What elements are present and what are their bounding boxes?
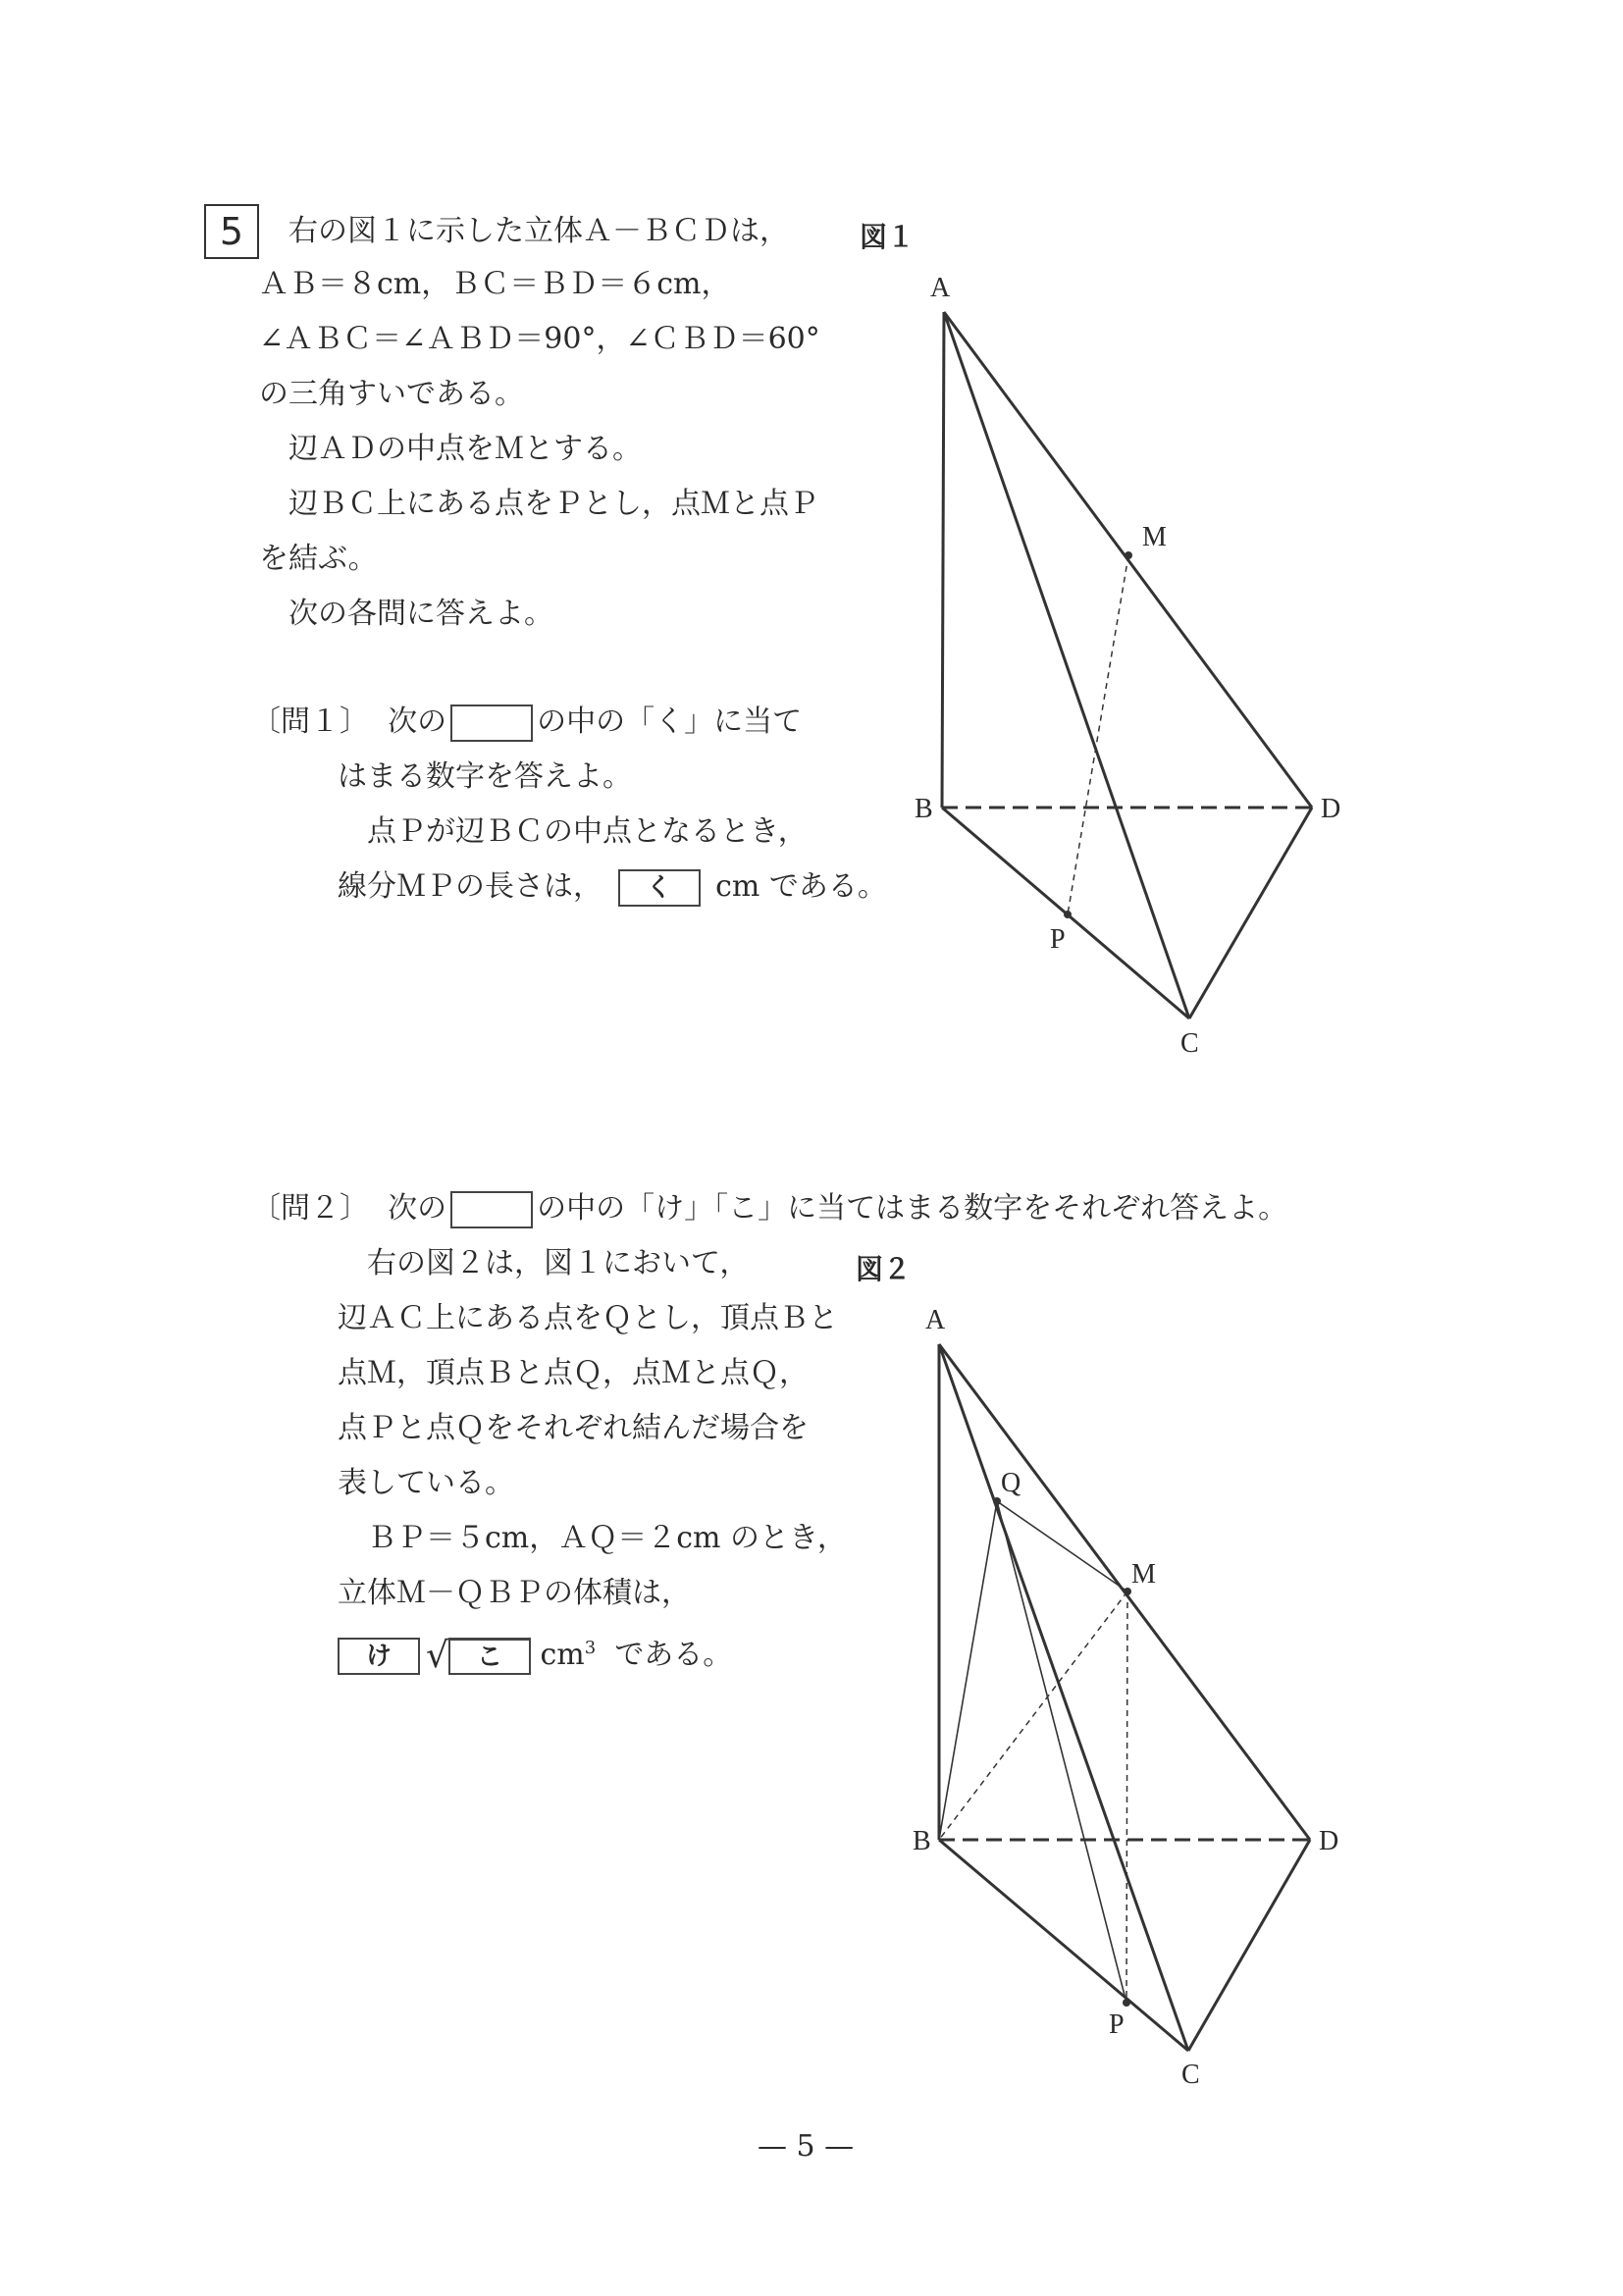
- intro-line-5: 辺ＡＤの中点をＭとする。: [288, 432, 642, 466]
- point-Q-dot: [993, 1497, 1001, 1505]
- q2-unit-exp: 3: [584, 1638, 597, 1658]
- q2-line-header: [251, 1189, 1287, 1228]
- intro-line-6: 辺ＢＣ上にある点をＰとし，点Ｍと点Ｐ: [288, 487, 818, 521]
- label-Q: Q: [1001, 1468, 1021, 1498]
- point-M-dot: [1125, 551, 1132, 559]
- intro-line-1: 右の図１に示した立体Ａ－ＢＣＤは，: [288, 214, 789, 248]
- q2-suffix: の中の「け」「こ」に当てはまる数字をそれぞれ答えよ。: [537, 1191, 1288, 1226]
- segment-QB: [939, 1501, 997, 1840]
- q1-label: 〔問１〕: [251, 704, 369, 739]
- answer-box-ko[interactable]: こ: [448, 1638, 531, 1675]
- label-M: M: [1142, 522, 1167, 552]
- answer-box-ku[interactable]: く: [618, 869, 701, 907]
- figure2-diagram: [883, 1285, 1374, 2100]
- label-D: D: [1319, 1826, 1339, 1856]
- q2-line-3: 点Ｍ，頂点Ｂと点Ｑ，点Ｍと点Ｑ，: [338, 1356, 809, 1390]
- q2-label: 〔問２〕: [251, 1191, 369, 1226]
- intro-line-3: ∠ＡＢＣ＝∠ＡＢＤ＝90°，∠ＣＢＤ＝60°: [259, 322, 820, 356]
- label-C: C: [1181, 2060, 1200, 2090]
- q2-empty-box: [450, 1191, 533, 1228]
- q2-prefix: 次の: [388, 1191, 447, 1226]
- figure2-title: 図２: [856, 1253, 912, 1285]
- q1-line4-post: cm である。: [715, 869, 887, 904]
- q2-line-5: 表している。: [338, 1466, 514, 1500]
- q1-line-1: [251, 703, 802, 742]
- q1-empty-box: [450, 704, 533, 742]
- label-P: P: [1050, 924, 1066, 955]
- point-M-dot: [1124, 1588, 1131, 1595]
- q2-line-7: 立体Ｍ－ＱＢＰの体積は，: [338, 1576, 691, 1610]
- q2-line-1: 右の図２は，図１において，: [367, 1246, 750, 1280]
- segment-MP: [1126, 1592, 1127, 2003]
- q2-ending: である。: [614, 1638, 733, 1672]
- label-B: B: [913, 1826, 931, 1856]
- q2-answer-line: [338, 1629, 732, 1676]
- label-A: A: [925, 1305, 946, 1335]
- label-D: D: [1321, 794, 1341, 824]
- label-B: B: [915, 794, 933, 824]
- edge-AB: [942, 312, 944, 808]
- edge-CD: [1188, 1840, 1310, 2051]
- intro-line-7: を結ぶ。: [259, 542, 378, 576]
- figure1-title: 図１: [860, 221, 916, 253]
- point-P-dot: [1064, 911, 1072, 918]
- q1-line-3: 点Ｐが辺ＢＣの中点となるとき，: [367, 814, 808, 849]
- q2-line-6: ＢＰ＝５cm，ＡＱ＝２cm のとき，: [367, 1521, 847, 1555]
- label-P: P: [1109, 2009, 1125, 2040]
- q2-line-2: 辺ＡＣ上にある点をＱとし，頂点Ｂと: [338, 1301, 838, 1335]
- q2-line-4: 点Ｐと点Ｑをそれぞれ結んだ場合を: [338, 1411, 809, 1445]
- label-M: M: [1131, 1559, 1156, 1590]
- segment-MP: [1068, 555, 1128, 914]
- sqrt-symbol: √: [426, 1636, 448, 1676]
- q1-prefix: 次の: [388, 704, 447, 739]
- q1-line-2: はまる数字を答えよ。: [338, 759, 632, 794]
- edge-CD: [1189, 808, 1312, 1018]
- point-P-dot: [1123, 1999, 1130, 2007]
- question-number: 5: [204, 204, 259, 259]
- label-C: C: [1180, 1028, 1199, 1059]
- q2-unit: cm: [540, 1638, 585, 1672]
- answer-box-ke[interactable]: け: [338, 1638, 420, 1675]
- intro-line-4: の三角すいである。: [259, 377, 524, 411]
- page-number: — 5 —: [758, 2129, 855, 2164]
- label-A: A: [930, 273, 951, 303]
- q1-line-4: [338, 867, 887, 907]
- q1-suffix: の中の「く」に当て: [537, 704, 803, 739]
- q1-line4-pre: 線分ＭＰの長さは，: [338, 869, 602, 904]
- figure1-diagram: [883, 255, 1374, 1070]
- intro-line-8: 次の各問に答えよ。: [288, 597, 553, 631]
- intro-line-2: ＡＢ＝８cm，ＢＣ＝ＢＤ＝６cm，: [259, 267, 731, 301]
